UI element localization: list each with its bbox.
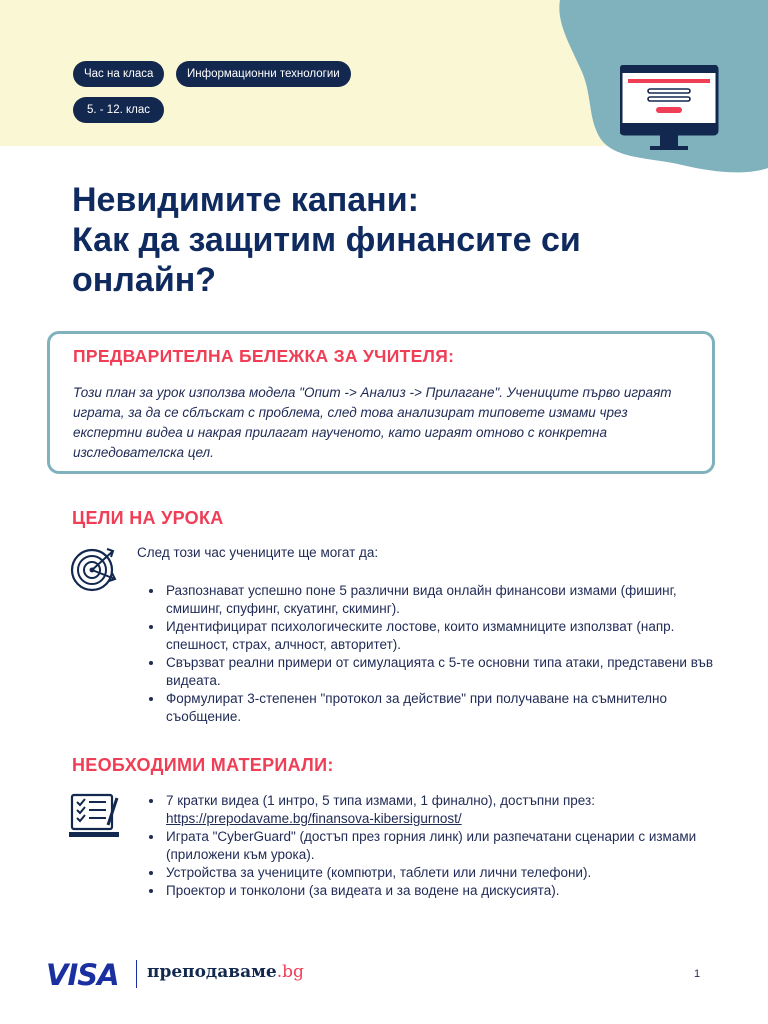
materials-heading: НЕОБХОДИМИ МАТЕРИАЛИ: bbox=[72, 755, 334, 775]
list-item: • Разпознават успешно поне 5 различни вида онлайн финансови измами (фишинг, смишинг, спуфинг, скуатинг, скиминг). bbox=[164, 582, 724, 618]
list-item: • Устройства за учениците (компютри, таблети или лични телефони). bbox=[164, 864, 734, 882]
list-item: • Играта "CyberGuard" (достъп през горния линк) или разпечатани сценарии с измами (приложени към урока). bbox=[164, 828, 734, 864]
materials-link[interactable]: https://prepodavame.bg/finansova-kibersigurnost/ bbox=[166, 811, 462, 826]
list-item: • Идентифицират психологическите лостове, които измамниците използват (напр. спешност, страх, алчност, авторитет). bbox=[164, 618, 724, 654]
materials-list bbox=[144, 792, 734, 900]
goals-heading: ЦЕЛИ НА УРОКА bbox=[72, 508, 224, 528]
list-item bbox=[164, 792, 734, 828]
footer-divider bbox=[136, 960, 137, 988]
goals-list bbox=[144, 582, 724, 726]
tag-subject: Информационни технологии bbox=[176, 61, 351, 87]
tag-class-hour: Час на класа bbox=[73, 61, 164, 87]
page-title bbox=[72, 180, 732, 300]
page-number: 1 bbox=[694, 968, 701, 980]
title-line-2: Как да защитим финансите си bbox=[72, 221, 581, 259]
monitor-icon bbox=[620, 65, 720, 157]
list-item: • Свързват реални примери от симулацията с 5-те основни типа атаки, представени във видеата. bbox=[164, 654, 724, 690]
list-item: • Проектор и тонколони (за видеата и за водене на дискусията). bbox=[164, 882, 734, 900]
goals-intro: След този час учениците ще могат да: bbox=[137, 545, 379, 560]
list-item: • Формулират 3-степенен "протокол за действие" при получаване на съмнително съобщение. bbox=[164, 690, 724, 726]
teacher-note-heading: ПРЕДВАРИТЕЛНА БЕЛЕЖКА ЗА УЧИТЕЛЯ: bbox=[73, 346, 455, 366]
tag-grade: 5. - 12. клас bbox=[73, 97, 164, 123]
brand-domain: .bg bbox=[276, 962, 304, 982]
target-icon bbox=[67, 545, 123, 593]
visa-logo: VISA bbox=[46, 958, 119, 992]
teacher-note-body: Този план за урок използва модела "Опит -> Анализ -> Прилагане". Учениците първо играят играта, за да се сблъскат с проблема, след това анализират типовете измами чрез експертни видеа и накрая прилагат наученото, като играят отново с конкретна изследователска цел. bbox=[73, 385, 672, 460]
brand-logo bbox=[147, 962, 304, 982]
checklist-icon bbox=[68, 792, 124, 840]
title-line-1: Невидимите капани: bbox=[72, 181, 419, 219]
brand-name: преподаваме bbox=[147, 962, 277, 982]
title-line-3: онлайн? bbox=[72, 261, 217, 299]
teacher-note-box bbox=[47, 331, 715, 474]
materials-item-text: 7 кратки видеа (1 интро, 5 типа измами, 1 финално), достъпни през: bbox=[166, 793, 595, 808]
